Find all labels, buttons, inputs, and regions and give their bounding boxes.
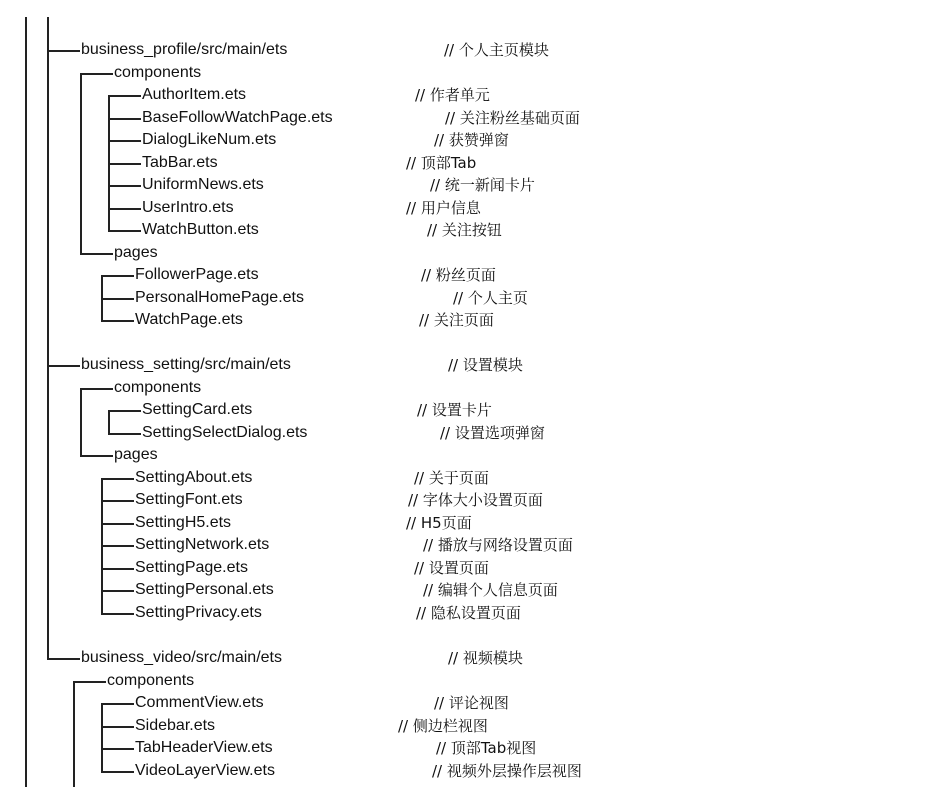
folder-label: components (107, 672, 195, 689)
comment-text: // 字体大小设置页面 (408, 491, 543, 509)
comment-text: // 视频外层操作层视图 (432, 762, 582, 780)
tree-branch-line (101, 523, 134, 525)
tree-branch-line (47, 50, 80, 52)
tree-branch-line (101, 771, 134, 773)
comment-text: // 个人主页 (453, 289, 528, 307)
comment-text: // 作者单元 (415, 86, 490, 104)
comment-text: // 关注页面 (419, 311, 494, 329)
tree-guide-line (108, 410, 110, 433)
folder-label: business_setting/src/main/ets (81, 356, 291, 373)
file-label: SettingAbout.ets (135, 469, 253, 486)
tree-branch-line (80, 253, 113, 255)
tree-branch-line (80, 73, 113, 75)
tree-guide-line (80, 73, 82, 253)
tree-branch-line (108, 185, 141, 187)
tree-branch-line (101, 545, 134, 547)
comment-text: // 关注粉丝基础页面 (445, 109, 580, 127)
comment-text: // 视频模块 (448, 649, 523, 667)
comment-text: // 侧边栏视图 (398, 717, 488, 735)
tree-branch-line (73, 681, 106, 683)
comment-text: // 统一新闻卡片 (430, 176, 535, 194)
file-label: UserIntro.ets (142, 199, 234, 216)
tree-branch-line (101, 478, 134, 480)
tree-branch-line (108, 433, 141, 435)
comment-text: // 获赞弹窗 (434, 131, 509, 149)
tree-branch-line (80, 388, 113, 390)
tree-branch-line (101, 275, 134, 277)
tree-branch-line (108, 118, 141, 120)
tree-guide-line (73, 681, 75, 787)
file-label: FollowerPage.ets (135, 266, 259, 283)
tree-branch-line (101, 298, 134, 300)
tree-guide-line (101, 703, 103, 771)
tree-branch-line (101, 748, 134, 750)
comment-text: // 关于页面 (414, 469, 489, 487)
file-label: SettingH5.ets (135, 514, 232, 531)
file-label: WatchPage.ets (135, 311, 243, 328)
tree-branch-line (101, 703, 134, 705)
tree-branch-line (108, 410, 141, 412)
comment-text: // 粉丝页面 (421, 266, 496, 284)
file-label: AuthorItem.ets (142, 86, 247, 103)
comment-text: // 设置选项弹窗 (440, 424, 545, 442)
comment-text: // 设置卡片 (417, 401, 492, 419)
tree-branch-line (108, 230, 141, 232)
file-label: VideoLayerView.ets (135, 762, 275, 779)
tree-branch-line (108, 208, 141, 210)
tree-branch-line (101, 726, 134, 728)
comment-text: // 隐私设置页面 (416, 604, 521, 622)
file-label: CommentView.ets (135, 694, 264, 711)
file-label: SettingNetwork.ets (135, 536, 270, 553)
tree-branch-line (101, 500, 134, 502)
comment-text: // 设置页面 (414, 559, 489, 577)
file-label: TabHeaderView.ets (135, 739, 273, 756)
file-label: SettingSelectDialog.ets (142, 424, 308, 441)
file-label: DialogLikeNum.ets (142, 131, 277, 148)
tree-guide-line (47, 17, 49, 658)
tree-branch-line (101, 590, 134, 592)
tree-branch-line (101, 320, 134, 322)
comment-text: // 播放与网络设置页面 (423, 536, 573, 554)
folder-label: pages (114, 446, 158, 463)
file-label: TabBar.ets (142, 154, 218, 171)
tree-branch-line (80, 455, 113, 457)
comment-text: // 个人主页模块 (444, 41, 549, 59)
folder-label: business_video/src/main/ets (81, 649, 282, 666)
tree-branch-line (108, 140, 141, 142)
file-label: SettingPage.ets (135, 559, 248, 576)
folder-label: business_profile/src/main/ets (81, 41, 288, 58)
file-label: BaseFollowWatchPage.ets (142, 109, 333, 126)
comment-text: // 用户信息 (406, 199, 481, 217)
tree-branch-line (101, 568, 134, 570)
tree-branch-line (47, 365, 80, 367)
folder-label: pages (114, 244, 158, 261)
comment-text: // H5页面 (406, 514, 472, 532)
file-label: SettingPrivacy.ets (135, 604, 262, 621)
comment-text: // 设置模块 (448, 356, 523, 374)
file-label: UniformNews.ets (142, 176, 264, 193)
folder-label: components (114, 379, 202, 396)
tree-branch-line (108, 163, 141, 165)
file-label: SettingFont.ets (135, 491, 243, 508)
folder-label: components (114, 64, 202, 81)
file-label: SettingPersonal.ets (135, 581, 274, 598)
comment-text: // 顶部Tab (406, 154, 477, 172)
tree-branch-line (108, 95, 141, 97)
comment-text: // 编辑个人信息页面 (423, 581, 558, 599)
tree-branch-line (101, 613, 134, 615)
comment-text: // 评论视图 (434, 694, 509, 712)
file-label: WatchButton.ets (142, 221, 259, 238)
file-label: PersonalHomePage.ets (135, 289, 304, 306)
tree-guide-line (25, 17, 27, 787)
file-label: Sidebar.ets (135, 717, 216, 734)
comment-text: // 关注按钮 (427, 221, 502, 239)
comment-text: // 顶部Tab视图 (436, 739, 537, 757)
file-label: SettingCard.ets (142, 401, 253, 418)
tree-guide-line (80, 388, 82, 455)
tree-branch-line (47, 658, 80, 660)
